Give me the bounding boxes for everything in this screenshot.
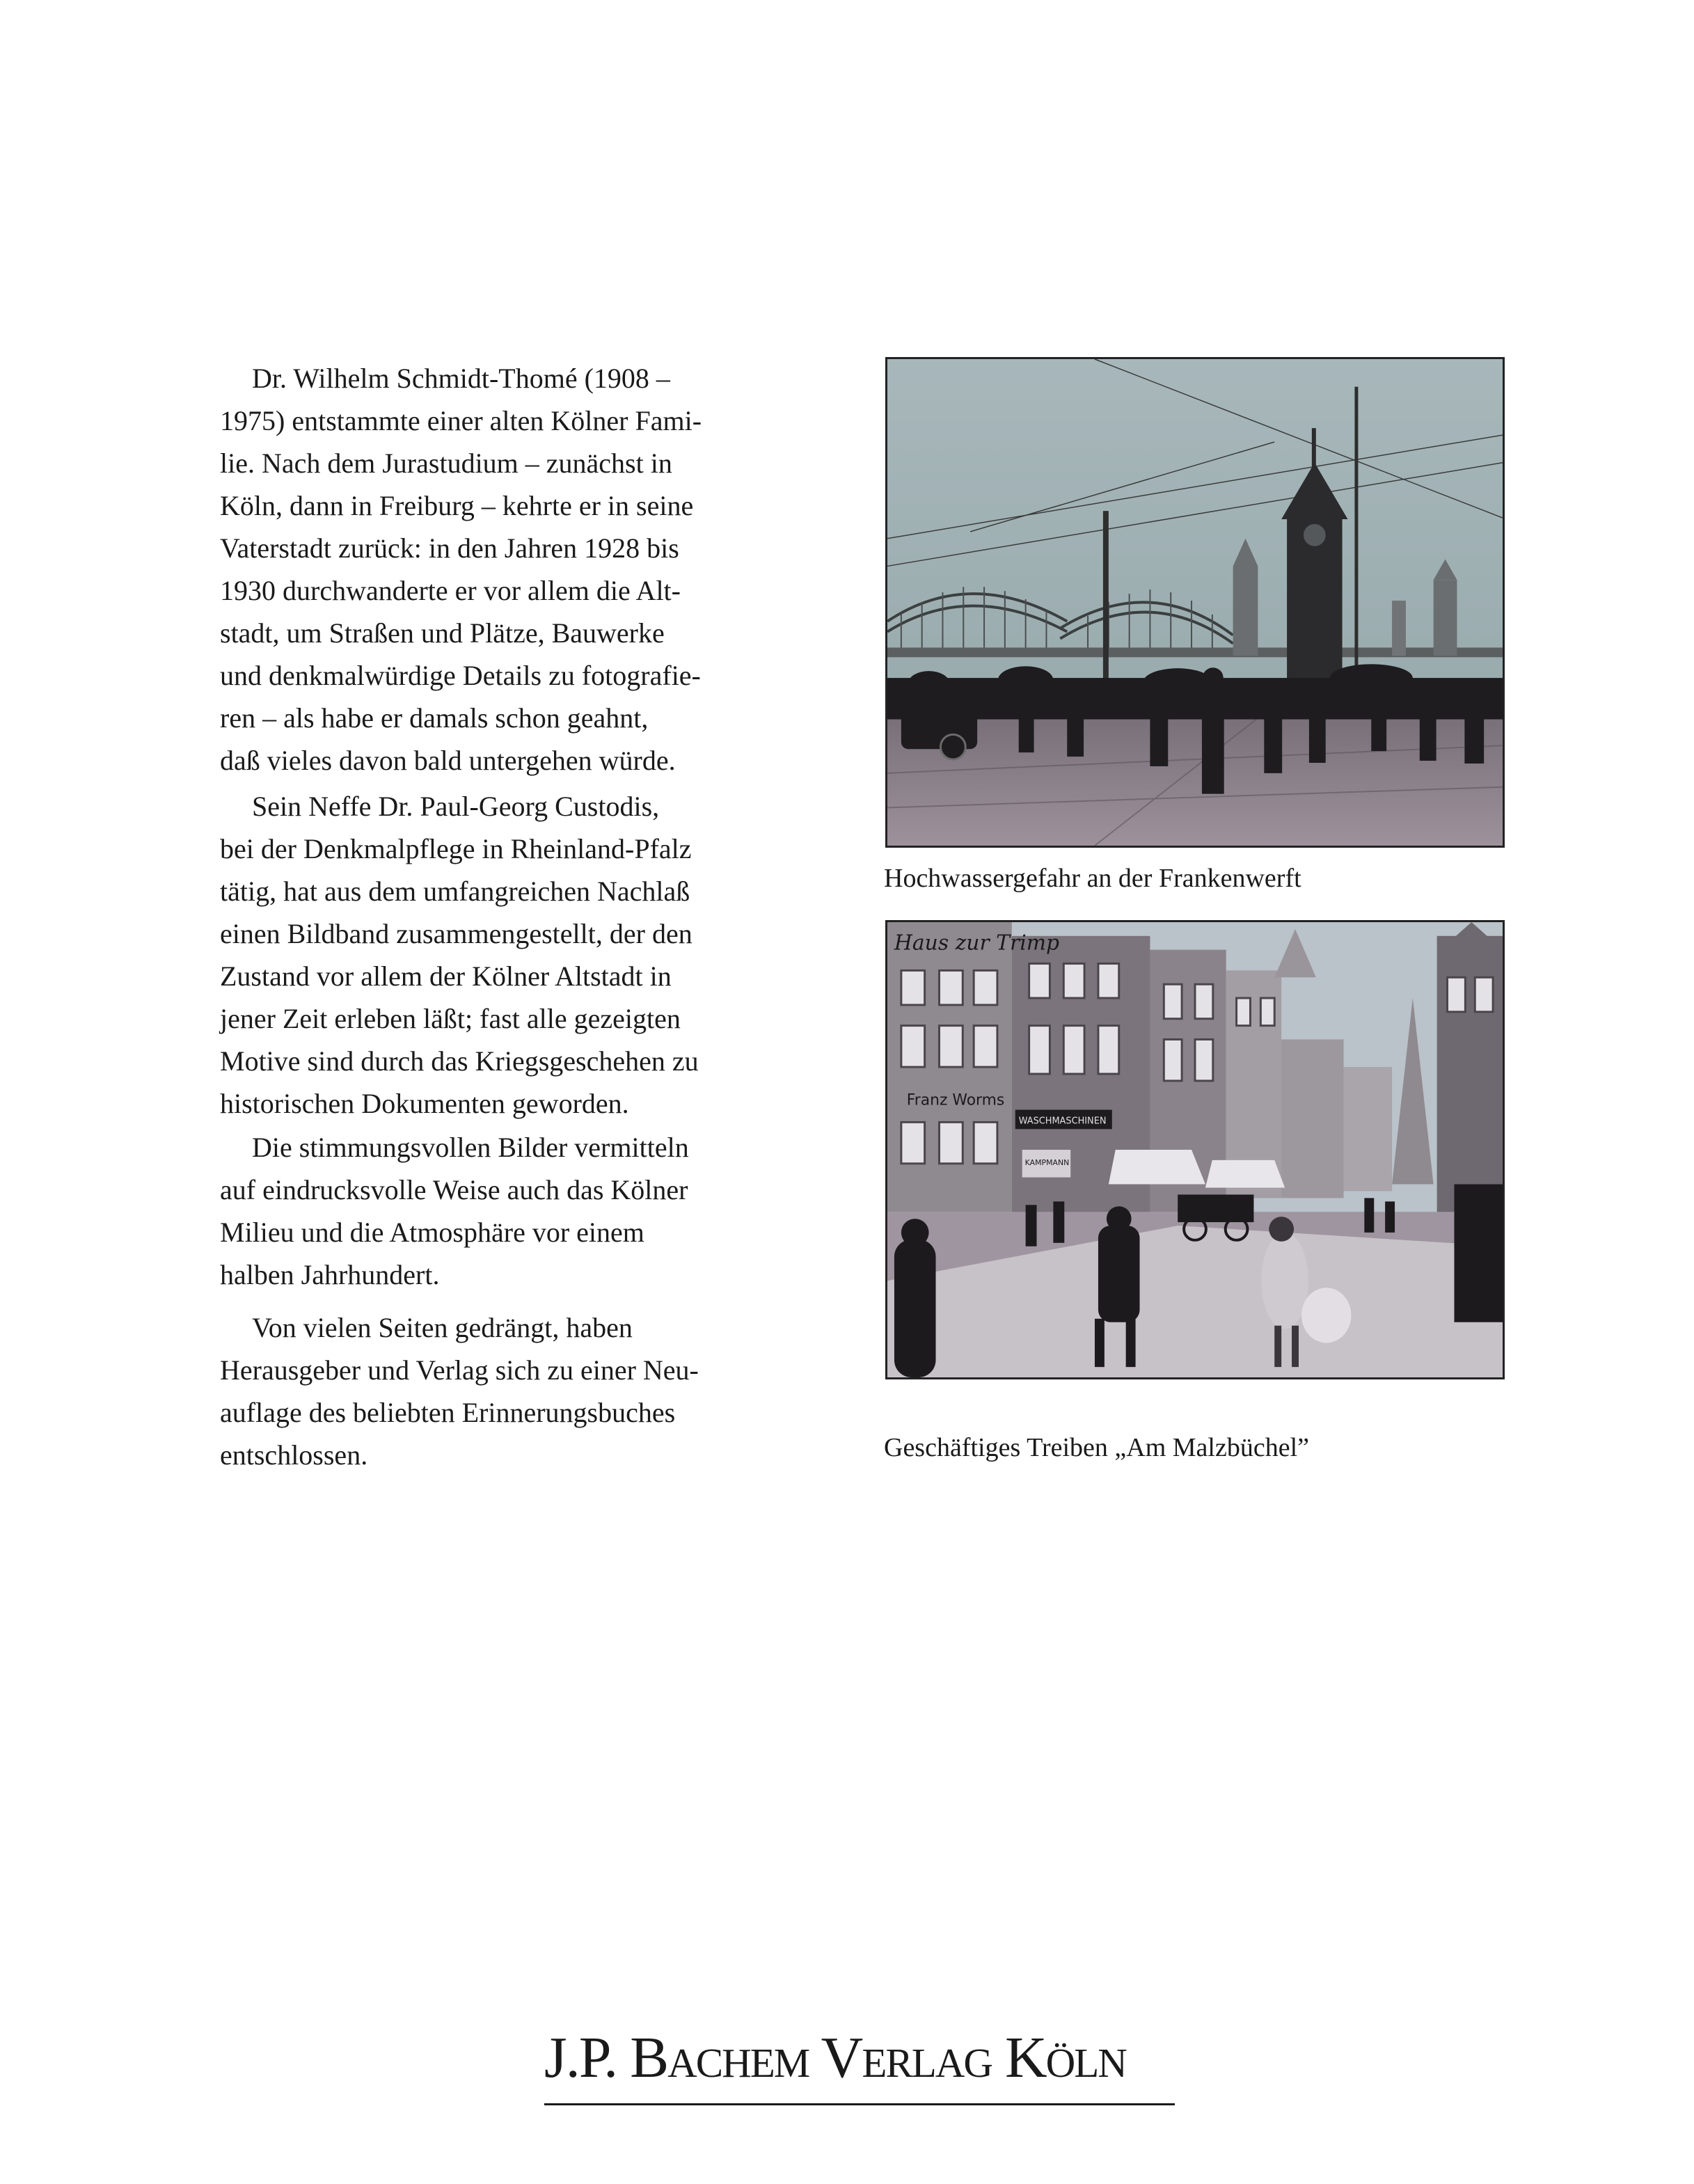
text-line: Milieu und die Atmosphäre vor einem [220, 1217, 644, 1248]
text-line: Die stimmungsvollen Bilder vermitteln [252, 1132, 689, 1163]
text-line: auflage des beliebten Erinnerungsbuches [220, 1397, 676, 1428]
caption-malzbuechel: Geschäftiges Treiben „Am Malzbüchel” [884, 1433, 1309, 1462]
sign-kampmann: KAMPMANN [1024, 1157, 1070, 1167]
text-line: lie. Nach dem Jurastudium – zunächst in [220, 448, 672, 479]
sign-waschmaschinen: WASCHMASCHINEN [1018, 1116, 1107, 1127]
text-line: Von vielen Seiten gedrängt, haben [252, 1312, 633, 1343]
text-line: Dr. Wilhelm Schmidt-Thomé (1908 – [252, 363, 670, 394]
paragraph-3 [220, 1126, 818, 1296]
text-line: Zustand vor allem der Kölner Altstadt in [220, 960, 672, 992]
caption-frankenwerft: Hochwassergefahr an der Frankenwerft [884, 864, 1301, 893]
text-line: 1930 durchwanderte er vor allem die Alt- [220, 575, 681, 606]
text-line: Köln, dann in Freiburg – kehrte er in seine [220, 490, 694, 521]
photo-frankenwerft [885, 357, 1505, 848]
paragraph-2 [220, 785, 818, 1125]
text-line: Vaterstadt zurück: in den Jahren 1928 bis [220, 532, 679, 564]
sign-haus-zur-trimp: Haus zur Trimp [894, 931, 1060, 956]
paragraph-1 [220, 357, 818, 782]
text-line: daß vieles davon bald untergehen würde. [220, 745, 676, 776]
photo-malzbuechel-image [887, 922, 1503, 1377]
publisher-name: J.P. Bachem Verlag Köln [544, 2025, 1126, 2090]
sign-franz-worms: Franz Worms [906, 1091, 1005, 1109]
publisher-underline [544, 2103, 1175, 2105]
text-line: und denkmalwürdige Details zu fotografie- [220, 660, 701, 691]
text-line: historischen Dokumenten geworden. [220, 1088, 629, 1119]
text-line: ren – als habe er damals schon geahnt, [220, 702, 649, 734]
text-line: bei der Denkmalpflege in Rheinland-Pfalz [220, 833, 692, 864]
paragraph-4 [220, 1306, 818, 1476]
text-line: auf eindrucksvolle Weise auch das Kölner [220, 1174, 688, 1205]
photo-frankenwerft-image [887, 359, 1503, 846]
text-line: Motive sind durch das Kriegsgeschehen zu [220, 1045, 699, 1077]
text-line: halben Jahrhundert. [220, 1259, 440, 1290]
photo-malzbuechel [885, 920, 1505, 1379]
text-line: Sein Neffe Dr. Paul-Georg Custodis, [252, 791, 660, 822]
text-line: stadt, um Straßen und Plätze, Bauwerke [220, 617, 665, 649]
text-line: 1975) entstammte einer alten Kölner Fami- [220, 405, 702, 436]
text-line: einen Bildband zusammengestellt, der den [220, 918, 692, 949]
text-line: jener Zeit erleben läßt; fast alle gezeigten [220, 1003, 681, 1034]
text-line: Herausgeber und Verlag sich zu einer Neu- [220, 1354, 699, 1386]
text-line: tätig, hat aus dem umfangreichen Nachlaß [220, 876, 690, 907]
text-line: entschlossen. [220, 1439, 368, 1471]
